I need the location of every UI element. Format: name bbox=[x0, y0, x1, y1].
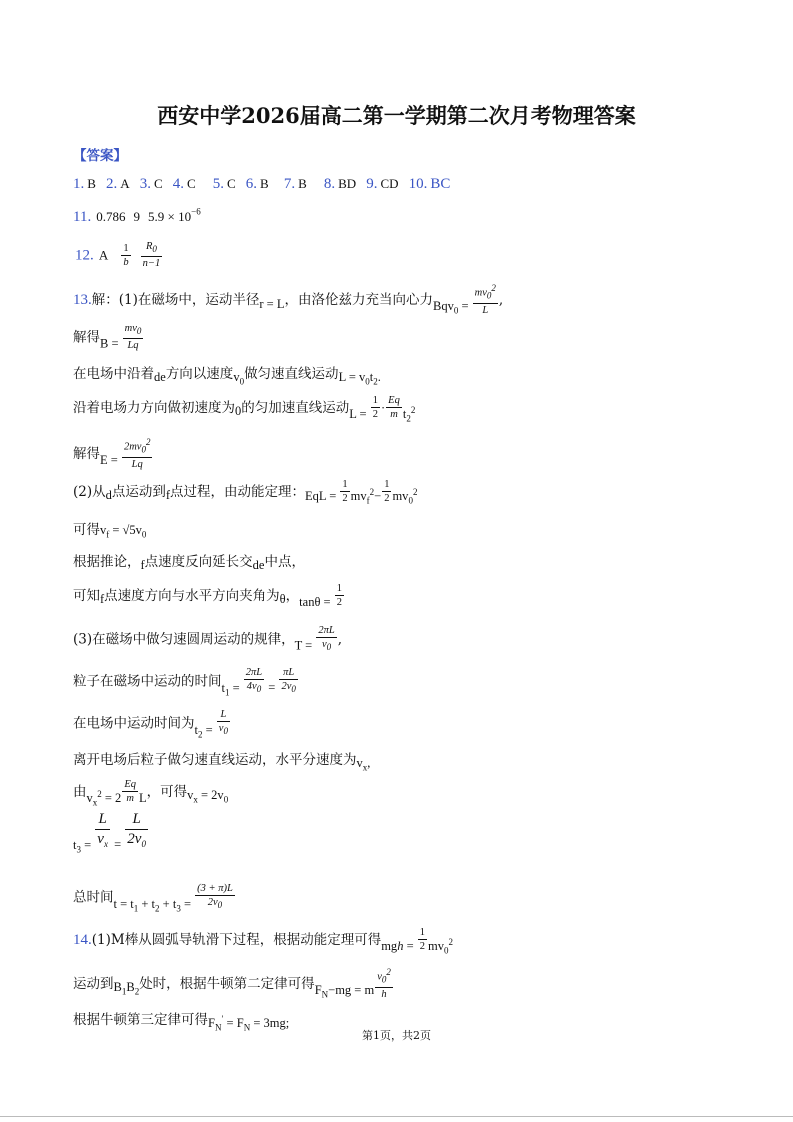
q13-t1: 粒子在磁场中运动的时间$_{t_1 =}$ $\frac{2\pi L}{4v_0}$ $_=$ $\frac{\pi L}{2v_0}$ bbox=[73, 667, 296, 698]
q13-line2: 解得$_{B =}$ $\frac{mv_0}{Lq}$ bbox=[73, 323, 142, 352]
q13-line5: 解得$_{E =}$ $\frac{2mv_0^2}{Lq}$ bbox=[73, 437, 151, 470]
q13-infer: 根据推论，f点速度反向延长交de中点， bbox=[73, 554, 305, 572]
q14-line1: 14.(1)M棒从圆弧导轨滑下过程，根据动能定理可得$_{mgh =}$ $\frac{1}{2}$ $_{mv_0^2}$ bbox=[73, 927, 453, 956]
page-footer: 第1页，共2页 bbox=[362, 1029, 431, 1042]
q14-line3: 根据牛顿第三定律可得$F_N' = F_N = 3mg$; bbox=[73, 1012, 290, 1033]
q12-line: 12. A $\frac{1}{b}$ $\frac{R_0}{n-1}$ bbox=[75, 241, 161, 270]
q13-vx: 由$_{v_x^2 = 2}$ $\frac{Eq}{m}$ $_L$，可得$v_x = 2v_0$ bbox=[73, 779, 229, 808]
q13-t3: $_{t_3 =}$ $\frac{L}{v_x}$ $_=$ $\frac{L}{2v_0}$ bbox=[73, 811, 146, 854]
q13-leave: 离开电场后粒子做匀速直线运动，水平分速度为$v_x$, bbox=[73, 752, 371, 773]
q11-line: 11. 0.786 9 $5.9 \times 10^{-6}$ bbox=[73, 206, 201, 225]
q13-line1: 13.解：(1)在磁场中，运动半径$_{r = L}$，由洛伦兹力充当向心力$_{Bqv_0 =}$ $\frac{mv_0^2}{L}$ , bbox=[73, 283, 504, 316]
q13-part3: (3)在磁场中做匀速圆周运动的规律，$_{T =}$ $\frac{2\pi L}{v_0}$ , bbox=[73, 625, 342, 653]
q13-t2: 在电场中运动时间为$_{t_2 =}$ $\frac{L}{v_0}$ bbox=[73, 709, 228, 740]
q13-total: 总时间$_{t = t_1 + t_2 + t_3 =}$ $\frac{(3 + \pi)L}{2v_0}$ bbox=[73, 883, 233, 914]
q14-line2: 运动到$B_1B_2$处时，根据牛顿第二定律可得$_{F_N-mg = m}$ $\frac{v_0^2}{h}$ bbox=[73, 967, 391, 1000]
q13-line4: 沿着电场力方向做初速度为0的匀加速直线运动$_{L =}$ $\frac{1}{2}$ · $\frac{Eq}{m}$ $_{t_2^2}$ bbox=[73, 395, 416, 424]
page-bottom-divider bbox=[0, 1116, 793, 1117]
mc-answers: 1. B 2. A 3. C 4. C 5. C 6. B 7. B 8. BD 9. CD 10. BC bbox=[73, 176, 451, 192]
q13-line3: 在电场中沿着de方向以速度$v_0$做匀速直线运动$L = v_0t_2$. bbox=[73, 366, 381, 387]
page-title: 西安中学2026届高二第一学期第二次月考物理答案 bbox=[157, 103, 636, 128]
answer-tag: 【答案】 bbox=[73, 148, 127, 164]
q13-vf: 可得$v_f = √5v_0$ bbox=[73, 522, 147, 540]
q13-angle: 可知f点速度方向与水平方向夹角为θ，$_{tan\theta =}$ $\frac{1}{2}$ bbox=[73, 583, 342, 609]
q13-part2: (2)从d点运动到f点过程，由动能定理：$_{EqL =}$ $\frac{1}{2}$ $_{mv_f^2-}$ $\frac{1}{2}$ $_{mv_0^2}$ bbox=[73, 479, 418, 506]
